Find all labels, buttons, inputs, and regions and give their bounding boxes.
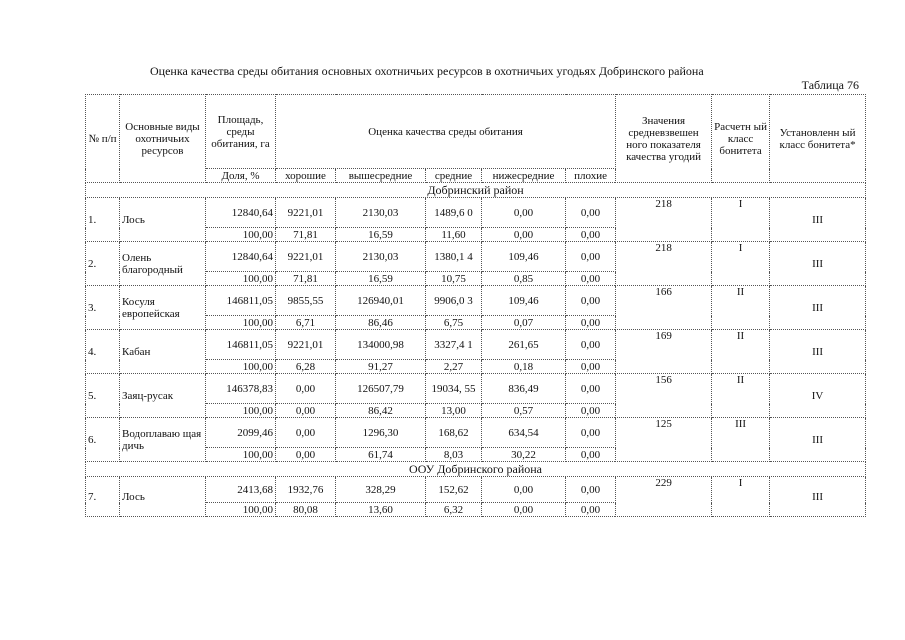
quality-header: Оценка качества среды обитания: [276, 95, 616, 169]
species-name: Заяц-русак: [120, 374, 206, 418]
percent-value: 0,00: [566, 316, 616, 330]
area-value: 0,00: [566, 242, 616, 272]
area-value: 9221,01: [276, 198, 336, 228]
share-header: Доля, %: [206, 169, 276, 183]
percent-value: 8,03: [426, 448, 482, 462]
weighted-score: 218: [616, 198, 712, 242]
species-name: Лось: [120, 198, 206, 242]
area-value: 152,62: [426, 477, 482, 503]
species-name: Водоплаваю щая дичь: [120, 418, 206, 462]
area-value: 0,00: [566, 198, 616, 228]
percent-value: 2,27: [426, 360, 482, 374]
table-row: [86, 330, 866, 360]
percent-value: 86,42: [336, 404, 426, 418]
calc-class: I: [712, 198, 770, 242]
percent-value: 6,75: [426, 316, 482, 330]
set-class: III: [770, 286, 866, 330]
area-value: 146811,05: [206, 286, 276, 316]
table-row: [86, 242, 866, 272]
percent-value: 0,00: [482, 228, 566, 242]
calc-class-header: Расчетн ый класс бонитета: [712, 95, 770, 183]
percent-value: 0,00: [566, 404, 616, 418]
percent-value: 0,00: [566, 228, 616, 242]
percent-value: 0,00: [276, 404, 336, 418]
percent-value: 80,08: [276, 503, 336, 517]
area-value: 0,00: [482, 198, 566, 228]
calc-class: I: [712, 477, 770, 517]
set-class: III: [770, 477, 866, 517]
area-value: 146378,83: [206, 374, 276, 404]
area-value: 126940,01: [336, 286, 426, 316]
set-class: IV: [770, 374, 866, 418]
row-number: 7.: [86, 477, 120, 517]
percent-value: 13,60: [336, 503, 426, 517]
area-value: 634,54: [482, 418, 566, 448]
area-value: 836,49: [482, 374, 566, 404]
area-value: 134000,98: [336, 330, 426, 360]
area-value: 109,46: [482, 242, 566, 272]
table-row: [86, 374, 866, 404]
percent-value: 100,00: [206, 272, 276, 286]
percent-value: 100,00: [206, 316, 276, 330]
table-row: [86, 286, 866, 316]
row-number: 5.: [86, 374, 120, 418]
calc-class: I: [712, 242, 770, 286]
calc-class: III: [712, 418, 770, 462]
area-value: 9855,55: [276, 286, 336, 316]
calc-class: II: [712, 286, 770, 330]
percent-value: 0,00: [566, 448, 616, 462]
percent-value: 86,46: [336, 316, 426, 330]
row-number: 2.: [86, 242, 120, 286]
percent-value: 11,60: [426, 228, 482, 242]
percent-value: 100,00: [206, 360, 276, 374]
percent-value: 10,75: [426, 272, 482, 286]
area-value: 2130,03: [336, 198, 426, 228]
area-value: 328,29: [336, 477, 426, 503]
good-header: хорошие: [276, 169, 336, 183]
area-value: 168,62: [426, 418, 482, 448]
section-row: [86, 183, 866, 198]
habitat-quality-table: [85, 94, 866, 517]
area-value: 0,00: [566, 374, 616, 404]
species-header: Основные виды охотничьих ресурсов: [120, 95, 206, 183]
bad-header: плохие: [566, 169, 616, 183]
below-average-header: нижесредние: [482, 169, 566, 183]
row-number: 1.: [86, 198, 120, 242]
area-value: 126507,79: [336, 374, 426, 404]
percent-value: 100,00: [206, 448, 276, 462]
area-value: 2130,03: [336, 242, 426, 272]
percent-value: 0,00: [482, 503, 566, 517]
percent-value: 0,00: [276, 448, 336, 462]
weighted-score: 125: [616, 418, 712, 462]
percent-value: 30,22: [482, 448, 566, 462]
calc-class: II: [712, 330, 770, 374]
num-header: № п/п: [86, 95, 120, 183]
percent-value: 100,00: [206, 228, 276, 242]
percent-value: 0,00: [566, 360, 616, 374]
set-class-header: Установленн ый класс бонитета*: [770, 95, 866, 183]
area-value: 9906,0 3: [426, 286, 482, 316]
table-row: [86, 198, 866, 228]
percent-value: 0,07: [482, 316, 566, 330]
above-average-header: вышесредние: [336, 169, 426, 183]
area-value: 0,00: [566, 418, 616, 448]
calc-class: II: [712, 374, 770, 418]
species-name: Олень благородный: [120, 242, 206, 286]
area-value: 9221,01: [276, 242, 336, 272]
species-name: Косуля европейская: [120, 286, 206, 330]
area-value: 2099,46: [206, 418, 276, 448]
average-header: средние: [426, 169, 482, 183]
weighted-score: 218: [616, 242, 712, 286]
section-row: [86, 462, 866, 477]
weighted-score: 229: [616, 477, 712, 517]
area-value: 3327,4 1: [426, 330, 482, 360]
set-class: III: [770, 242, 866, 286]
percent-value: 0,00: [566, 272, 616, 286]
set-class: III: [770, 330, 866, 374]
area-value: 1380,1 4: [426, 242, 482, 272]
weighted-score: 156: [616, 374, 712, 418]
area-value: 9221,01: [276, 330, 336, 360]
area-header: Площадь, среды обитания, га: [206, 95, 276, 169]
table-row: [86, 477, 866, 503]
set-class: III: [770, 198, 866, 242]
section-title: Добринский район: [86, 183, 866, 198]
area-value: 2413,68: [206, 477, 276, 503]
header-row: [86, 95, 866, 169]
percent-value: 100,00: [206, 503, 276, 517]
percent-value: 0,18: [482, 360, 566, 374]
row-number: 6.: [86, 418, 120, 462]
area-value: 0,00: [482, 477, 566, 503]
species-name: Лось: [120, 477, 206, 517]
area-value: 0,00: [566, 477, 616, 503]
document-title: Оценка качества среды обитания основных охотничьих ресурсов в охотничьих угодьях Добринского района: [150, 64, 704, 78]
area-value: 1296,30: [336, 418, 426, 448]
percent-value: 6,28: [276, 360, 336, 374]
area-value: 19034, 55: [426, 374, 482, 404]
weighted-score: 169: [616, 330, 712, 374]
percent-value: 16,59: [336, 272, 426, 286]
species-name: Кабан: [120, 330, 206, 374]
set-class: III: [770, 418, 866, 462]
area-value: 0,00: [276, 374, 336, 404]
percent-value: 91,27: [336, 360, 426, 374]
section-title: ООУ Добринского района: [86, 462, 866, 477]
percent-value: 71,81: [276, 272, 336, 286]
area-value: 261,65: [482, 330, 566, 360]
percent-value: 0,00: [566, 503, 616, 517]
area-value: 0,00: [566, 286, 616, 316]
area-value: 146811,05: [206, 330, 276, 360]
row-number: 4.: [86, 330, 120, 374]
percent-value: 0,57: [482, 404, 566, 418]
percent-value: 0,85: [482, 272, 566, 286]
area-value: 1932,76: [276, 477, 336, 503]
area-value: 12840,64: [206, 242, 276, 272]
percent-value: 16,59: [336, 228, 426, 242]
area-value: 0,00: [566, 330, 616, 360]
percent-value: 13,00: [426, 404, 482, 418]
row-number: 3.: [86, 286, 120, 330]
percent-value: 6,32: [426, 503, 482, 517]
weighted-score-header: Значения средневзвешен ного показателя качества угодий: [616, 95, 712, 183]
table-label: Таблица 76: [801, 78, 859, 92]
weighted-score: 166: [616, 286, 712, 330]
percent-value: 6,71: [276, 316, 336, 330]
percent-value: 61,74: [336, 448, 426, 462]
area-value: 0,00: [276, 418, 336, 448]
percent-value: 71,81: [276, 228, 336, 242]
percent-value: 100,00: [206, 404, 276, 418]
area-value: 1489,6 0: [426, 198, 482, 228]
table-row: [86, 418, 866, 448]
area-value: 12840,64: [206, 198, 276, 228]
area-value: 109,46: [482, 286, 566, 316]
